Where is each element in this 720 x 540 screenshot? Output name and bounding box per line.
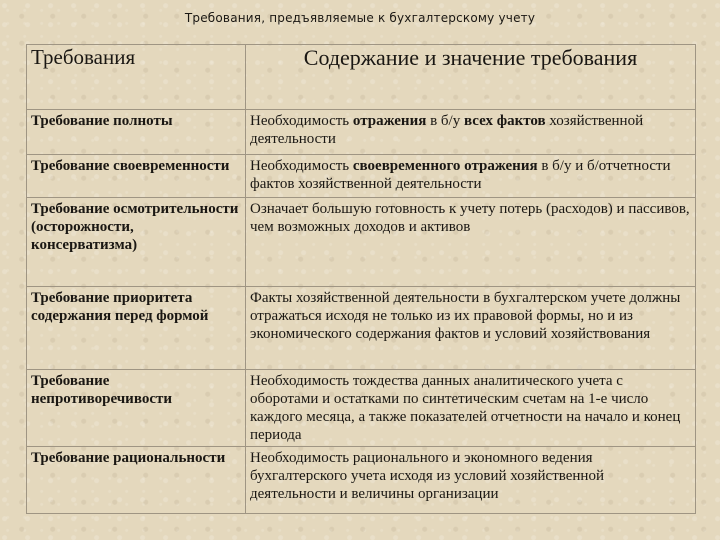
requirement-description: Необходимость отражения в б/у всех фактов хозяйственной деятельности <box>246 110 696 155</box>
header-content: Содержание и значение требования <box>246 45 696 110</box>
table-row <box>27 110 696 155</box>
requirement-description: Означает большую готовность к учету потерь (расходов) и пассивов, чем возможных доходов и активов <box>246 198 696 287</box>
header-requirement: Требования <box>27 45 246 110</box>
table-row <box>27 370 696 447</box>
table-row <box>27 447 696 514</box>
slide-title: Требования, предъявляемые к бухгалтерскому учету <box>184 11 536 25</box>
requirement-name: Требование своевременности <box>27 155 246 198</box>
requirement-name: Требование полноты <box>27 110 246 155</box>
requirement-name: Требование осмотрительности (осторожности, консерватизма) <box>27 198 246 287</box>
requirement-description: Необходимость тождества данных аналитического учета с оборотами и остатками по синтетическим счетам на 1-е число каждого месяца, а также показателей отчетности на начало и конец периода <box>246 370 696 447</box>
table-header-row <box>27 45 696 110</box>
table-row <box>27 198 696 287</box>
table-row <box>27 287 696 370</box>
requirement-name: Требование рациональности <box>27 447 246 514</box>
requirement-name: Требование приоритета содержания перед формой <box>27 287 246 370</box>
requirement-description: Факты хозяйственной деятельности в бухгалтерском учете должны отражаться исходя не только из их правовой формы, но и из экономического содержания фактов и условий хозяйствования <box>246 287 696 370</box>
requirement-name: Требование непротиворечивости <box>27 370 246 447</box>
requirement-description: Необходимость своевременного отражения в б/у и б/отчетности фактов хозяйственной деятельности <box>246 155 696 198</box>
requirements-table <box>26 44 696 514</box>
table-row <box>27 155 696 198</box>
requirement-description: Необходимость рационального и экономного ведения бухгалтерского учета исходя из условий хозяйственной деятельности и величины организации <box>246 447 696 514</box>
